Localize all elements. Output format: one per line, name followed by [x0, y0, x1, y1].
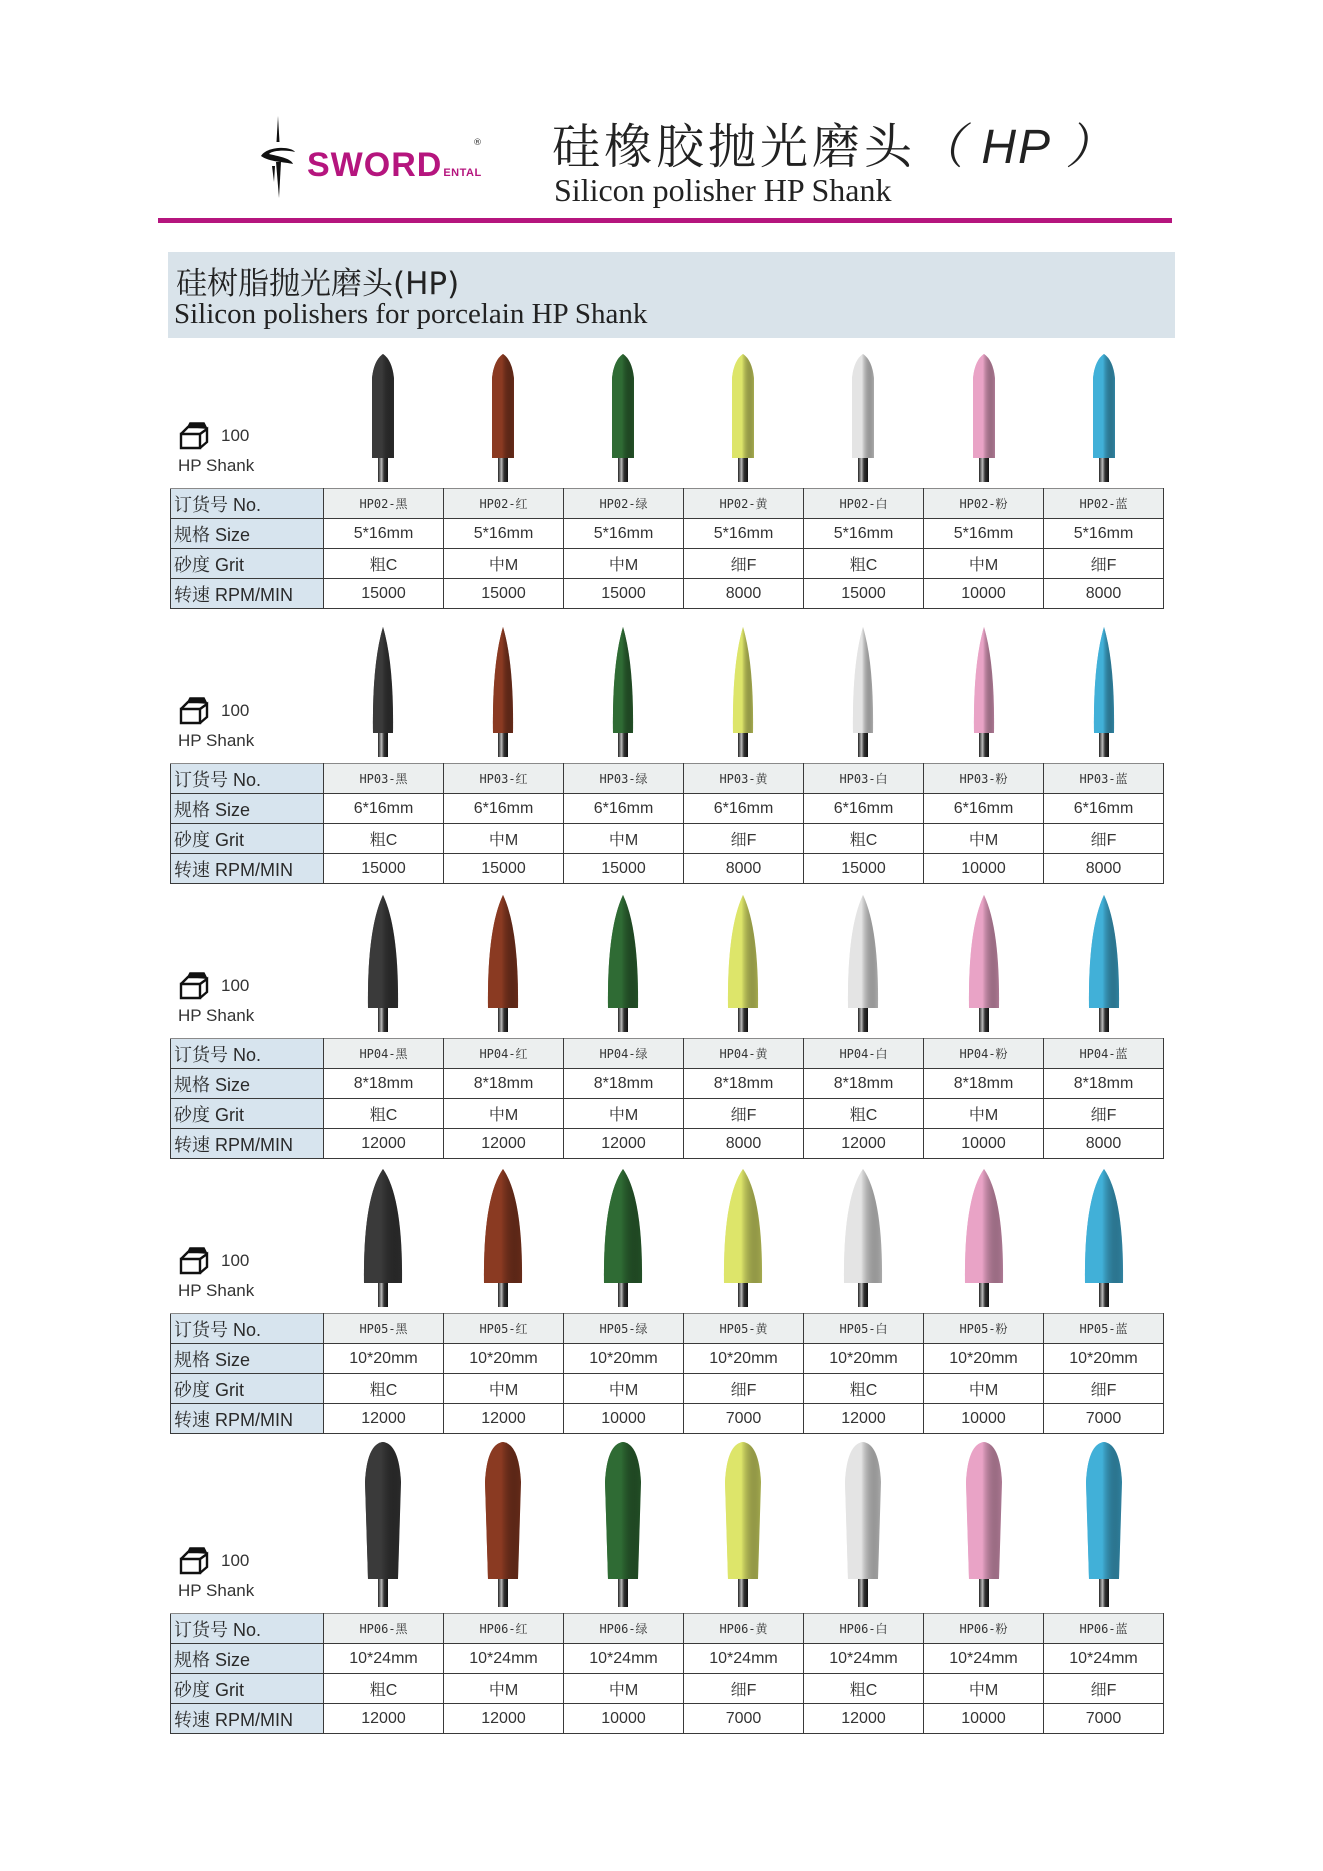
cell-no: HP03-黑: [324, 764, 444, 794]
row-label: 规格 Size: [171, 794, 324, 824]
cell-no: HP02-红: [444, 489, 564, 519]
polisher-image: [683, 350, 803, 482]
spec-row-size: [171, 519, 1164, 549]
polisher-image: [323, 893, 443, 1032]
cell-grit: 粗C: [804, 1099, 924, 1129]
polisher-white-icon: [839, 354, 887, 482]
polisher-white-icon: [839, 1169, 887, 1307]
cell-no: HP06-绿: [564, 1614, 684, 1644]
cell-no: HP05-黄: [684, 1314, 804, 1344]
cell-rpm: 8000: [1044, 854, 1164, 884]
cell-no: HP04-粉: [924, 1039, 1044, 1069]
cell-size: 5*16mm: [324, 519, 444, 549]
cell-no: HP02-黑: [324, 489, 444, 519]
cell-size: 6*16mm: [804, 794, 924, 824]
polisher-green-icon: [599, 627, 647, 757]
polisher-image: [1044, 1440, 1164, 1607]
cell-no: HP05-粉: [924, 1314, 1044, 1344]
cell-no: HP02-白: [804, 489, 924, 519]
polisher-blue-icon: [1080, 1169, 1128, 1307]
cell-size: 10*24mm: [1044, 1644, 1164, 1674]
cell-size: 6*16mm: [324, 794, 444, 824]
polisher-image: [563, 893, 683, 1032]
row-label: 砂度 Grit: [171, 824, 324, 854]
title-hp: （ HP ）: [916, 121, 1116, 174]
cell-grit: 细F: [1044, 1674, 1164, 1704]
cell-size: 10*24mm: [444, 1644, 564, 1674]
polisher-image: [803, 624, 923, 757]
header-divider: [158, 218, 1172, 223]
section-title-en: Silicon polishers for porcelain HP Shank: [174, 298, 648, 330]
polisher-image: [923, 350, 1043, 482]
cell-rpm: 10000: [924, 1704, 1044, 1734]
shank-type: HP Shank: [178, 1281, 255, 1300]
spec-row-no: [171, 1314, 1164, 1344]
spec-row-no: [171, 764, 1164, 794]
cell-grit: 细F: [1044, 1374, 1164, 1404]
spec-row-rpm: [171, 1404, 1164, 1434]
polisher-image: [1044, 350, 1164, 482]
spec-row-grit: [171, 1374, 1164, 1404]
cell-grit: 中M: [924, 1674, 1044, 1704]
polisher-image: [923, 1168, 1043, 1307]
cell-rpm: 12000: [444, 1704, 564, 1734]
page-title-en: Silicon polisher HP Shank: [554, 172, 892, 208]
spec-row-grit: [171, 549, 1164, 579]
cell-grit: 中M: [444, 549, 564, 579]
cell-size: 8*18mm: [804, 1069, 924, 1099]
polisher-yellow-icon: [719, 895, 767, 1032]
cell-size: 10*24mm: [324, 1644, 444, 1674]
cell-no: HP03-粉: [924, 764, 1044, 794]
cell-size: 5*16mm: [924, 519, 1044, 549]
cell-rpm: 8000: [1044, 1129, 1164, 1159]
cell-grit: 细F: [1044, 1099, 1164, 1129]
polisher-pink-icon: [960, 1169, 1008, 1307]
cell-rpm: 10000: [924, 579, 1044, 609]
package-count: 100: [221, 976, 250, 995]
cell-grit: 中M: [444, 1374, 564, 1404]
polisher-blue-icon: [1080, 627, 1128, 757]
polisher-white-icon: [839, 895, 887, 1032]
row-label: 订货号 No.: [171, 764, 324, 794]
polisher-black-icon: [359, 1169, 407, 1307]
polisher-red-icon: [479, 895, 527, 1032]
cell-no: HP06-白: [804, 1614, 924, 1644]
cell-size: 5*16mm: [564, 519, 684, 549]
polisher-image: [443, 1440, 563, 1607]
spec-row-rpm: [171, 1704, 1164, 1734]
cell-size: 6*16mm: [684, 794, 804, 824]
polisher-green-icon: [599, 1442, 647, 1607]
box-icon: [178, 1547, 210, 1575]
polisher-images: [323, 893, 1164, 1032]
polisher-yellow-icon: [719, 354, 767, 482]
cell-grit: 中M: [924, 1099, 1044, 1129]
cell-grit: 中M: [924, 549, 1044, 579]
polisher-image: [683, 1440, 803, 1607]
cell-rpm: 10000: [924, 1404, 1044, 1434]
row-label: 砂度 Grit: [171, 1099, 324, 1129]
cell-size: 10*20mm: [924, 1344, 1044, 1374]
cell-size: 10*20mm: [684, 1344, 804, 1374]
cell-no: HP05-黑: [324, 1314, 444, 1344]
cell-grit: 中M: [444, 1674, 564, 1704]
cell-rpm: 8000: [684, 579, 804, 609]
polisher-blue-icon: [1080, 1442, 1128, 1607]
polisher-image: [323, 624, 443, 757]
cell-grit: 中M: [564, 824, 684, 854]
polisher-green-icon: [599, 354, 647, 482]
cell-size: 10*20mm: [1044, 1344, 1164, 1374]
brand-name: SWORDENTAL: [307, 146, 482, 184]
cell-size: 10*20mm: [564, 1344, 684, 1374]
polisher-image: [683, 1168, 803, 1307]
cell-rpm: 12000: [444, 1129, 564, 1159]
cell-no: HP05-白: [804, 1314, 924, 1344]
cell-grit: 粗C: [324, 1374, 444, 1404]
cell-size: 5*16mm: [684, 519, 804, 549]
spec-row-size: [171, 1644, 1164, 1674]
polisher-red-icon: [479, 1442, 527, 1607]
polisher-image: [323, 1440, 443, 1607]
cell-grit: 粗C: [324, 1099, 444, 1129]
cell-no: HP04-黑: [324, 1039, 444, 1069]
cell-grit: 中M: [924, 1374, 1044, 1404]
cell-size: 8*18mm: [564, 1069, 684, 1099]
polisher-yellow-icon: [719, 627, 767, 757]
cell-no: HP04-绿: [564, 1039, 684, 1069]
cell-rpm: 10000: [924, 1129, 1044, 1159]
spec-table-hp03: [170, 763, 1164, 884]
cell-rpm: 15000: [444, 854, 564, 884]
cell-grit: 中M: [564, 1674, 684, 1704]
cell-no: HP05-蓝: [1044, 1314, 1164, 1344]
cell-rpm: 7000: [684, 1404, 804, 1434]
cell-grit: 细F: [1044, 824, 1164, 854]
cell-no: HP06-蓝: [1044, 1614, 1164, 1644]
cell-no: HP04-红: [444, 1039, 564, 1069]
polisher-blue-icon: [1080, 354, 1128, 482]
polisher-image: [563, 350, 683, 482]
row-label: 砂度 Grit: [171, 1674, 324, 1704]
cell-size: 6*16mm: [1044, 794, 1164, 824]
row-label: 转速 RPM/MIN: [171, 1129, 324, 1159]
cell-grit: 粗C: [804, 1674, 924, 1704]
cell-rpm: 15000: [804, 854, 924, 884]
box-icon: [178, 697, 210, 725]
cell-grit: 细F: [684, 549, 804, 579]
cell-no: HP02-黄: [684, 489, 804, 519]
spec-row-rpm: [171, 579, 1164, 609]
polisher-image: [1044, 1168, 1164, 1307]
cell-no: HP03-蓝: [1044, 764, 1164, 794]
spec-row-grit: [171, 1099, 1164, 1129]
polisher-images: [323, 1440, 1164, 1607]
spec-row-rpm: [171, 854, 1164, 884]
polisher-images: [323, 350, 1164, 482]
polisher-image: [563, 624, 683, 757]
polisher-image: [443, 1168, 563, 1307]
cell-size: 10*24mm: [924, 1644, 1044, 1674]
cell-rpm: 15000: [444, 579, 564, 609]
cell-grit: 粗C: [804, 549, 924, 579]
polisher-black-icon: [359, 1442, 407, 1607]
cell-no: HP03-绿: [564, 764, 684, 794]
cell-rpm: 8000: [684, 854, 804, 884]
cell-rpm: 12000: [444, 1404, 564, 1434]
row-label: 砂度 Grit: [171, 1374, 324, 1404]
cell-no: HP03-黄: [684, 764, 804, 794]
cell-no: HP06-黑: [324, 1614, 444, 1644]
cell-grit: 中M: [564, 549, 684, 579]
cell-rpm: 12000: [324, 1129, 444, 1159]
polisher-pink-icon: [960, 627, 1008, 757]
row-label: 转速 RPM/MIN: [171, 1404, 324, 1434]
cell-rpm: 7000: [1044, 1704, 1164, 1734]
polisher-blue-icon: [1080, 895, 1128, 1032]
spec-table-hp02: [170, 488, 1164, 609]
polisher-image: [323, 350, 443, 482]
polisher-pink-icon: [960, 354, 1008, 482]
polisher-green-icon: [599, 895, 647, 1032]
cell-no: HP05-红: [444, 1314, 564, 1344]
cell-no: HP03-白: [804, 764, 924, 794]
row-label: 订货号 No.: [171, 1314, 324, 1344]
cell-grit: 粗C: [324, 549, 444, 579]
cell-grit: 中M: [924, 824, 1044, 854]
section-title-cn: 硅树脂抛光磨头(HP): [176, 266, 460, 302]
cell-no: HP06-黄: [684, 1614, 804, 1644]
spec-row-no: [171, 1039, 1164, 1069]
row-label: 转速 RPM/MIN: [171, 854, 324, 884]
cell-size: 6*16mm: [564, 794, 684, 824]
polisher-image: [443, 350, 563, 482]
cell-no: HP06-红: [444, 1614, 564, 1644]
spec-table-hp05: [170, 1313, 1164, 1434]
spec-row-size: [171, 794, 1164, 824]
cell-size: 10*20mm: [324, 1344, 444, 1374]
cell-no: HP02-粉: [924, 489, 1044, 519]
polisher-yellow-icon: [719, 1442, 767, 1607]
cell-grit: 细F: [1044, 549, 1164, 579]
cell-size: 10*24mm: [804, 1644, 924, 1674]
cell-grit: 细F: [684, 824, 804, 854]
row-label: 规格 Size: [171, 519, 324, 549]
shank-type: HP Shank: [178, 1581, 255, 1600]
cell-rpm: 15000: [324, 854, 444, 884]
polisher-image: [803, 1440, 923, 1607]
polisher-image: [1044, 893, 1164, 1032]
package-count: 100: [221, 1251, 250, 1270]
cell-rpm: 7000: [1044, 1404, 1164, 1434]
polisher-yellow-icon: [719, 1169, 767, 1307]
cell-no: HP04-白: [804, 1039, 924, 1069]
row-label: 订货号 No.: [171, 1614, 324, 1644]
cell-grit: 细F: [684, 1099, 804, 1129]
spec-table-hp06: [170, 1613, 1164, 1734]
polisher-red-icon: [479, 627, 527, 757]
cell-rpm: 10000: [924, 854, 1044, 884]
section-header: [168, 252, 1175, 338]
cell-rpm: 12000: [564, 1129, 684, 1159]
cell-grit: 中M: [564, 1099, 684, 1129]
shank-type: HP Shank: [178, 1006, 255, 1025]
cell-rpm: 7000: [684, 1704, 804, 1734]
polisher-green-icon: [599, 1169, 647, 1307]
spec-row-no: [171, 489, 1164, 519]
polisher-white-icon: [839, 627, 887, 757]
cell-grit: 中M: [444, 1099, 564, 1129]
box-icon: [178, 422, 210, 450]
polisher-images: [323, 624, 1164, 757]
cell-no: HP02-绿: [564, 489, 684, 519]
cell-size: 5*16mm: [444, 519, 564, 549]
polisher-image: [563, 1440, 683, 1607]
cell-rpm: 8000: [1044, 579, 1164, 609]
cell-size: 10*20mm: [804, 1344, 924, 1374]
cell-rpm: 12000: [324, 1704, 444, 1734]
polisher-pink-icon: [960, 895, 1008, 1032]
shank-type: HP Shank: [178, 456, 255, 475]
polisher-image: [923, 624, 1043, 757]
row-label: 转速 RPM/MIN: [171, 1704, 324, 1734]
polisher-image: [563, 1168, 683, 1307]
cell-size: 6*16mm: [444, 794, 564, 824]
row-label: 规格 Size: [171, 1344, 324, 1374]
cell-no: HP05-绿: [564, 1314, 684, 1344]
polisher-image: [803, 893, 923, 1032]
cell-size: 5*16mm: [804, 519, 924, 549]
polisher-images: [323, 1168, 1164, 1307]
polisher-black-icon: [359, 895, 407, 1032]
polisher-image: [803, 1168, 923, 1307]
registered-mark: ®: [473, 138, 482, 148]
cell-size: 8*18mm: [444, 1069, 564, 1099]
cell-grit: 粗C: [804, 824, 924, 854]
spec-row-grit: [171, 824, 1164, 854]
polisher-image: [683, 624, 803, 757]
cell-no: HP06-粉: [924, 1614, 1044, 1644]
cell-rpm: 8000: [684, 1129, 804, 1159]
cell-grit: 中M: [564, 1374, 684, 1404]
box-icon: [178, 972, 210, 1000]
cell-size: 8*18mm: [324, 1069, 444, 1099]
cell-rpm: 12000: [324, 1404, 444, 1434]
row-label: 转速 RPM/MIN: [171, 579, 324, 609]
cell-grit: 粗C: [324, 1674, 444, 1704]
polisher-black-icon: [359, 354, 407, 482]
cell-size: 6*16mm: [924, 794, 1044, 824]
polisher-image: [683, 893, 803, 1032]
cell-size: 8*18mm: [924, 1069, 1044, 1099]
brand-logo: [255, 112, 495, 202]
spec-table-hp04: [170, 1038, 1164, 1159]
polisher-image: [923, 1440, 1043, 1607]
sword-icon: [255, 112, 301, 202]
spec-row-no: [171, 1614, 1164, 1644]
cell-rpm: 15000: [324, 579, 444, 609]
spec-row-rpm: [171, 1129, 1164, 1159]
cell-grit: 细F: [684, 1674, 804, 1704]
cell-rpm: 12000: [804, 1129, 924, 1159]
polisher-image: [443, 624, 563, 757]
package-count: 100: [221, 701, 250, 720]
spec-row-grit: [171, 1674, 1164, 1704]
row-label: 规格 Size: [171, 1069, 324, 1099]
cell-no: HP04-黄: [684, 1039, 804, 1069]
polisher-pink-icon: [960, 1442, 1008, 1607]
cell-rpm: 10000: [564, 1704, 684, 1734]
polisher-image: [803, 350, 923, 482]
package-count: 100: [221, 1551, 250, 1570]
cell-size: 8*18mm: [684, 1069, 804, 1099]
spec-row-size: [171, 1344, 1164, 1374]
polisher-image: [323, 1168, 443, 1307]
cell-grit: 中M: [444, 824, 564, 854]
row-label: 订货号 No.: [171, 1039, 324, 1069]
cell-size: 8*18mm: [1044, 1069, 1164, 1099]
polisher-image: [923, 893, 1043, 1032]
polisher-image: [443, 893, 563, 1032]
cell-grit: 粗C: [324, 824, 444, 854]
cell-grit: 粗C: [804, 1374, 924, 1404]
package-count: 100: [221, 426, 250, 445]
cell-size: 10*24mm: [684, 1644, 804, 1674]
polisher-black-icon: [359, 627, 407, 757]
shank-type: HP Shank: [178, 731, 255, 750]
cell-size: 10*24mm: [564, 1644, 684, 1674]
page-title-cn: 硅橡胶抛光磨头（ HP ）: [552, 119, 1116, 175]
cell-no: HP04-蓝: [1044, 1039, 1164, 1069]
polisher-red-icon: [479, 354, 527, 482]
cell-no: HP02-蓝: [1044, 489, 1164, 519]
polisher-image: [1044, 624, 1164, 757]
cell-no: HP03-红: [444, 764, 564, 794]
cell-size: 5*16mm: [1044, 519, 1164, 549]
cell-size: 10*20mm: [444, 1344, 564, 1374]
cell-rpm: 10000: [564, 1404, 684, 1434]
cell-grit: 细F: [684, 1374, 804, 1404]
polisher-white-icon: [839, 1442, 887, 1607]
cell-rpm: 12000: [804, 1404, 924, 1434]
box-icon: [178, 1247, 210, 1275]
spec-row-size: [171, 1069, 1164, 1099]
polisher-red-icon: [479, 1169, 527, 1307]
row-label: 砂度 Grit: [171, 549, 324, 579]
cell-rpm: 15000: [564, 579, 684, 609]
row-label: 订货号 No.: [171, 489, 324, 519]
cell-rpm: 12000: [804, 1704, 924, 1734]
cell-rpm: 15000: [804, 579, 924, 609]
row-label: 规格 Size: [171, 1644, 324, 1674]
cell-rpm: 15000: [564, 854, 684, 884]
